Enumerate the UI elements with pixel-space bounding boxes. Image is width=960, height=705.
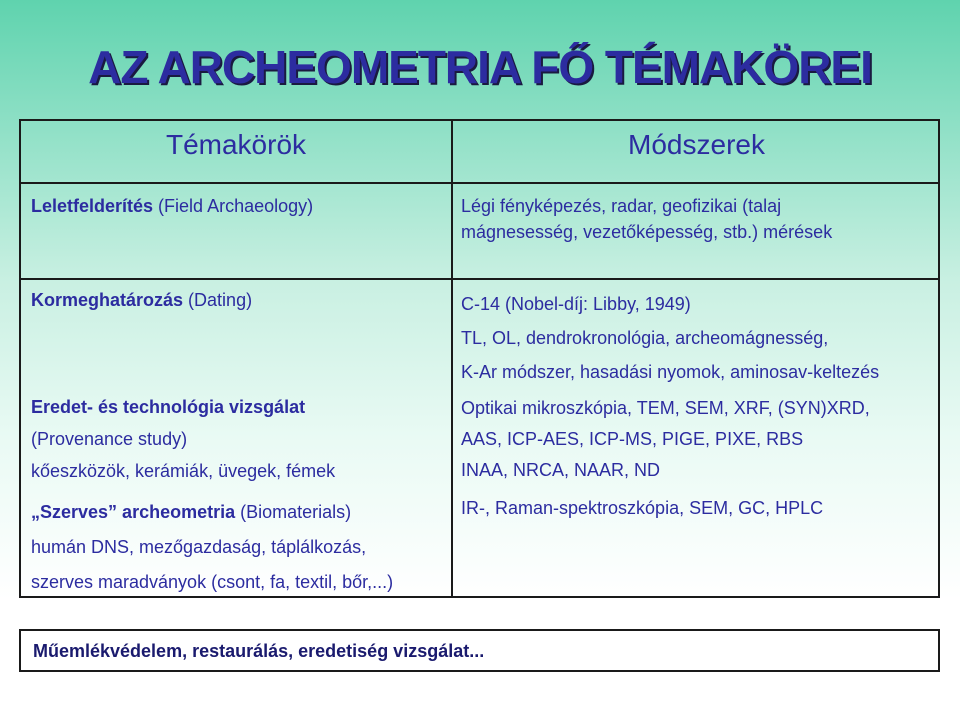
topic-line: (Provenance study) (31, 429, 188, 449)
method-line: AAS, ICP-AES, ICP-MS, PIGE, PIXE, RBS (461, 429, 804, 449)
method-line: IR-, Raman-spektroszkópia, SEM, GC, HPLC (461, 498, 824, 518)
topic-rest: (Dating) (183, 290, 253, 310)
topic-provenance (31, 391, 335, 487)
method-line: Optikai mikroszkópia, TEM, SEM, XRF, (SYN)XRD, (461, 398, 870, 418)
topic-dating (31, 287, 252, 313)
footer-text: Műemlékvédelem, restaurálás, eredetiség vizsgálat... (33, 641, 485, 661)
topic-biomaterials (31, 495, 393, 600)
methods-provenance (461, 393, 870, 486)
method-line: TL, OL, dendrokronológia, archeomágnesség, (461, 328, 829, 348)
method-line: C-14 (Nobel-díj: Libby, 1949) (461, 294, 691, 314)
topic-bold: Kormeghatározás (31, 290, 184, 310)
methods-field-archaeology (461, 193, 832, 245)
topic-bold: Leletfelderítés (31, 196, 154, 216)
topic-rest: (Field Archaeology) (153, 196, 314, 216)
method-line: INAA, NRCA, NAAR, ND (461, 460, 661, 480)
topics-header: Témakörök (165, 129, 307, 160)
header-divider (21, 182, 938, 184)
row-divider (21, 278, 938, 280)
methods-biomaterials (461, 495, 823, 521)
page-title: AZ ARCHEOMETRIA FŐ TÉMAKÖREI (88, 41, 872, 93)
topic-line: szerves maradványok (csont, fa, textil, bőr,...) (31, 572, 394, 592)
topic-field-archaeology (31, 193, 313, 219)
method-line: mágnesesség, vezetőképesség, stb.) mérések (461, 222, 833, 242)
topics-table (19, 119, 940, 598)
topic-line: kőeszközök, kerámiák, üvegek, fémek (31, 461, 336, 481)
topic-rest: (Biomaterials) (235, 502, 352, 522)
method-line: Légi fényképezés, radar, geofizikai (talaj (461, 196, 782, 216)
method-line: K-Ar módszer, hasadási nyomok, aminosav-keltezés (461, 362, 880, 382)
column-divider (451, 121, 453, 596)
methods-dating (461, 287, 879, 389)
topic-line: humán DNS, mezőgazdaság, táplálkozás, (31, 537, 367, 557)
footer-box (19, 629, 940, 672)
topic-bold: „Szerves” archeometria (31, 502, 236, 522)
methods-header: Módszerek (628, 129, 765, 160)
topic-bold: Eredet- és technológia vizsgálat (31, 397, 306, 417)
